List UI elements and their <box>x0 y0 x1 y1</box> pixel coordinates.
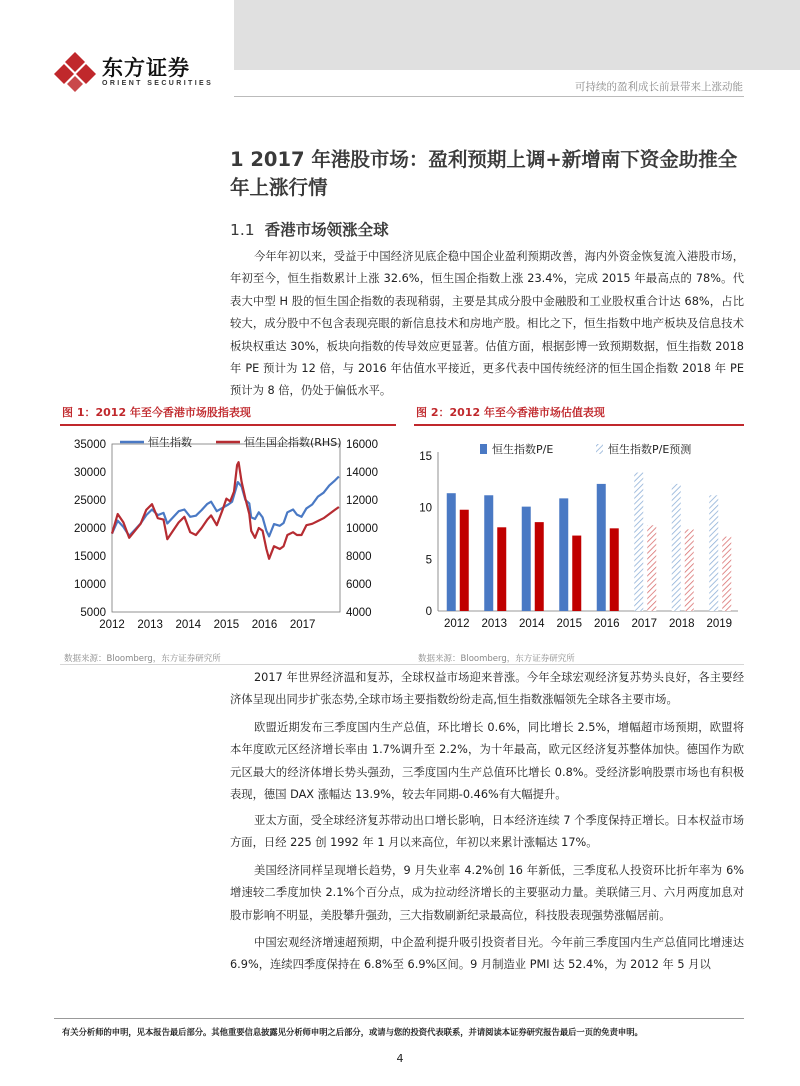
section-title: 1 2017 年港股市场：盈利预期上调+新增南下资金助推全年上涨行情 <box>230 148 738 199</box>
x-tick-label: 2019 <box>706 618 733 630</box>
footer-divider <box>54 1018 744 1019</box>
subsection-text: 香港市场领涨全球 <box>264 221 389 239</box>
company-logo <box>54 48 234 92</box>
page-number: 4 <box>396 1052 404 1065</box>
hscei-pe-bar <box>572 536 581 611</box>
figure-1-title: 图 1：2012 年至今香港市场股指表现 <box>62 406 251 419</box>
hscei-forecast-pe-bar <box>647 525 656 611</box>
logo-english-name: ORIENT SECURITIES <box>102 80 214 87</box>
y-right-tick-label: 6000 <box>346 579 372 591</box>
hsi-forecast-pe-bar <box>709 495 718 611</box>
footer-disclaimer: 有关分析师的申明，见本报告最后部分。其他重要信息披露见分析师申明之后部分，或请与您的投资代表联系，并请阅读本证券研究报告最后一页的免责申明。 <box>62 1027 643 1037</box>
legend-pe-swatch <box>480 444 487 454</box>
y-left-tick-label: 15000 <box>74 551 106 563</box>
y-tick-label: 10 <box>419 502 432 515</box>
y-tick-label: 0 <box>425 606 432 618</box>
hscei-forecast-pe-bar <box>722 537 731 611</box>
x-tick-label: 2017 <box>631 618 658 630</box>
hsi-pe-bar <box>559 498 568 611</box>
subsection-number: 1.1 <box>230 221 255 239</box>
hscei-pe-bar <box>535 522 544 611</box>
hscei-pe-bar <box>610 528 619 611</box>
y-right-tick-label: 16000 <box>346 439 378 451</box>
subsection-title <box>230 218 389 240</box>
y-right-tick-label: 12000 <box>346 495 378 507</box>
logo-mark-icon <box>54 50 96 92</box>
x-tick-label: 2015 <box>213 619 240 631</box>
hscei-pe-bar <box>497 527 506 611</box>
paragraph-china: 中国宏观经济增速超预期，中企盈利提升吸引投资者目光。今年前三季度国内生产总值同比增速达 6.9%，连续四季度保持在 6.8%至 6.9%区间。9 月制造业 PMI 达 52.4%，为 2012 年 5 月以 <box>230 936 744 972</box>
figure-2-rule <box>414 424 744 426</box>
x-tick-label: 2016 <box>251 619 278 631</box>
paragraph-us: 美国经济同样呈现增长趋势，9 月失业率 4.2%创 16 年新低，三季度私人投资环比折年率为 6%增速较二季度加快 2.1%个百分点，成为拉动经济增长的主要驱动力量。美联储三月、六月两度加息对股市影响不明显，美股攀升强劲，三大指数刷新纪录最高位，科技股表现强势涨幅居前。 <box>230 864 744 922</box>
header-divider <box>234 96 744 97</box>
y-left-tick-label: 10000 <box>74 579 106 591</box>
y-right-tick-label: 8000 <box>346 551 372 563</box>
legend-pe-forecast-swatch <box>596 444 603 454</box>
paragraph-global-recovery: 2017 年世界经济温和复苏，全球权益市场迎来普涨。今年全球宏观经济复苏势头良好，各主要经济体呈现出同步扩张态势,全球市场主要指数纷纷走高,恒生指数涨幅领先全球各主要市场。 <box>230 671 744 707</box>
y-left-tick-label: 30000 <box>74 467 106 479</box>
x-tick-label: 2012 <box>99 619 125 631</box>
hsi-forecast-pe-bar <box>672 484 681 611</box>
logo-chinese-name: 东方证券 <box>102 56 190 80</box>
figure-1-chart <box>56 428 400 650</box>
x-tick-label: 2017 <box>289 619 316 631</box>
x-tick-label: 2018 <box>668 618 695 630</box>
x-tick-label: 2012 <box>443 618 470 630</box>
hscei-pe-bar <box>460 510 469 611</box>
y-left-tick-label: 20000 <box>74 523 106 535</box>
header-tagline: 可持续的盈利成长前景带来上涨动能 <box>575 81 743 93</box>
y-right-tick-label: 10000 <box>346 523 378 535</box>
x-tick-label: 2013 <box>137 619 163 631</box>
paragraph-asia-pacific: 亚太方面，受全球经济复苏带动出口增长影响，日本经济连续 7 个季度保持正增长。日本权益市场方面，日经 225 创 1992 年 1 月以来高位，年初以来累计涨幅达 17%。 <box>230 814 744 850</box>
y-left-tick-label: 35000 <box>74 439 106 451</box>
legend-pe-label: 恒生指数P/E <box>492 443 554 456</box>
x-tick-label: 2014 <box>518 618 545 630</box>
x-tick-label: 2015 <box>556 618 583 630</box>
y-right-tick-label: 4000 <box>346 607 372 619</box>
hsi-pe-bar <box>597 484 606 611</box>
legend-hscei-label: 恒生国企指数(RHS) <box>244 436 342 449</box>
figure-1-rule <box>60 424 396 426</box>
hsi-pe-bar <box>522 507 531 611</box>
hscei-forecast-pe-bar <box>685 529 694 611</box>
x-tick-label: 2014 <box>175 619 202 631</box>
hsi-forecast-pe-bar <box>634 473 643 611</box>
figure-2-source: 数据来源：Bloomberg，东方证券研究所 <box>418 654 575 664</box>
figure-1-source: 数据来源：Bloomberg，东方证券研究所 <box>64 654 221 664</box>
y-tick-label: 5 <box>425 554 432 567</box>
x-tick-label: 2016 <box>593 618 620 630</box>
y-left-tick-label: 25000 <box>74 495 106 507</box>
legend-hsi-label: 恒生指数 <box>148 436 192 449</box>
hsi-pe-bar <box>447 493 456 611</box>
paragraph-hk-overview: 今年年初以来，受益于中国经济见底企稳中国企业盈利预期改善，海内外资金恢复流入港股市场，年初至今，恒生指数累计上涨 32.6%，恒生国企指数上涨 23.4%，完成 2015 年最高点的 78%。代表大中型 H 股的恒生国企指数的表现稍弱，主要是其成分股中金融股和工业股权重合计达 68%，占比较大，成分股中不包含表现亮眼的新信息技术和房地产股。相比之下，恒生指数中地产板块及信息技术板块权重达 30%，板块向指数的传导效应更显著。估值方面，根据彭博一致预期数据，恒生指数 2018 年 PE 预计为 12 倍，与 2016 年估值水平接近，更多代表中国传统经济的恒生国企指数 2018 年 PE 预计为 8 倍，仍处于偏低水平。 <box>230 250 744 398</box>
header-gray-block <box>234 0 800 70</box>
x-tick-label: 2013 <box>481 618 508 630</box>
figure-2-chart <box>410 428 746 650</box>
legend-pe-forecast-label: 恒生指数P/E预测 <box>608 443 692 456</box>
y-tick-label: 15 <box>419 451 432 463</box>
hsi-pe-bar <box>484 495 493 611</box>
paragraph-europe: 欧盟近期发布三季度国内生产总值，环比增长 0.6%，同比增长 2.5%，增幅超市场预期，欧盟将本年度欧元区经济增长率由 1.7%调升至 2.2%，为十年最高，欧元区经济复苏整体加快。德国作为欧元区最大的经济体增长势头强劲，三季度国内生产总值环比增长 0.8%。受经济影响股票市场也有积极表现，德国 DAX 涨幅达 13.9%，较去年同期-0.46%有大幅提升。 <box>230 721 744 802</box>
figure-2-title: 图 2：2012 年至今香港市场估值表现 <box>416 406 605 419</box>
y-right-tick-label: 14000 <box>346 467 378 479</box>
figure-source-divider <box>60 664 744 665</box>
y-left-tick-label: 5000 <box>80 607 106 619</box>
